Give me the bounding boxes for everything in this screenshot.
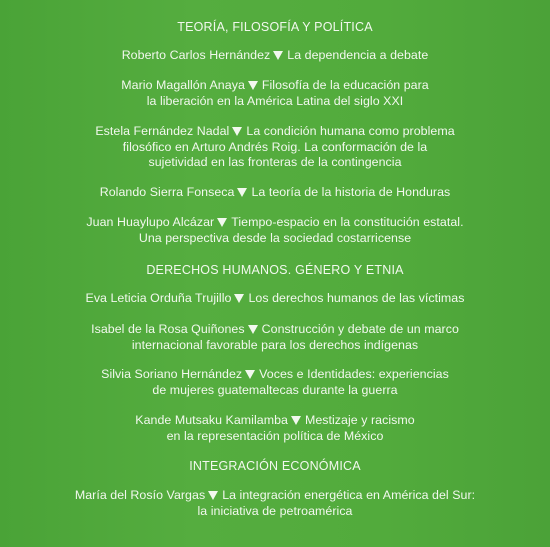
title-line: de mujeres guatemaltecas durante la guerra (152, 382, 398, 397)
title-line: en la representación política de México (166, 428, 384, 443)
triangle-down-icon (245, 370, 255, 379)
author-name: Estela Fernández Nadal (95, 124, 230, 138)
list-item (0, 488, 550, 519)
section-heading: INTEGRACIÓN ECONÓMICA (189, 459, 361, 473)
section-heading: TEORÍA, FILOSOFÍA Y POLÍTICA (177, 20, 373, 34)
title-line: Construcción y debate de un marco (261, 322, 459, 336)
title-line: Filosofía de la educación para (261, 78, 429, 92)
list-item (0, 291, 550, 307)
list-item (0, 185, 550, 201)
list-item (0, 215, 550, 246)
triangle-down-icon (234, 294, 244, 303)
author-name: Isabel de la Rosa Quiñones (91, 322, 245, 336)
title-line: La condición humana como problema (246, 124, 455, 138)
list-item (0, 367, 550, 398)
title-line: Una perspectiva desde la sociedad costarricense (138, 230, 412, 245)
list-item (0, 413, 550, 444)
list-item (0, 322, 550, 353)
author-name: Roberto Carlos Hernández (121, 48, 271, 62)
author-name: Rolando Sierra Fonseca (99, 185, 235, 199)
triangle-down-icon (273, 51, 283, 60)
triangle-down-icon (237, 188, 247, 197)
title-line: La integración energética en América del Sur: (222, 488, 476, 502)
title-line: Mestizaje y racismo (304, 413, 415, 427)
author-name: Silvia Soriano Hernández (101, 367, 243, 381)
list-item (0, 48, 550, 64)
list-item (0, 124, 550, 171)
title-line: La dependencia a debate (287, 48, 429, 62)
title-line: internacional favorable para los derechos indígenas (131, 337, 419, 352)
triangle-down-icon (217, 218, 227, 227)
title-line: La teoría de la historia de Honduras (251, 185, 451, 199)
title-line: la liberación en la América Latina del siglo XXI (146, 93, 404, 108)
author-name: Juan Huaylupo Alcázar (86, 215, 215, 229)
triangle-down-icon (208, 491, 218, 500)
author-name: Kande Mutsaku Kamilamba (135, 413, 288, 427)
title-line: filosófico en Arturo Andrés Roig. La conformación de la (122, 139, 428, 154)
section-heading: DERECHOS HUMANOS. GÉNERO Y ETNIA (146, 263, 404, 277)
list-item (0, 78, 550, 109)
author-name: Mario Magallón Anaya (121, 78, 245, 92)
author-name: María del Rosío Vargas (74, 488, 206, 502)
triangle-down-icon (291, 416, 301, 425)
title-line: sujetividad en las fronteras de la contingencia (148, 155, 402, 169)
title-line: Voces e Identidades: experiencias (259, 367, 449, 381)
triangle-down-icon (248, 325, 258, 334)
triangle-down-icon (232, 127, 242, 136)
title-line: Tiempo-espacio en la constitución estatal. (231, 215, 464, 229)
title-line: la iniciativa de petroamérica (197, 503, 353, 518)
title-line: Los derechos humanos de las víctimas (248, 291, 465, 305)
triangle-down-icon (248, 81, 258, 90)
author-name: Eva Leticia Orduña Trujillo (85, 291, 232, 305)
